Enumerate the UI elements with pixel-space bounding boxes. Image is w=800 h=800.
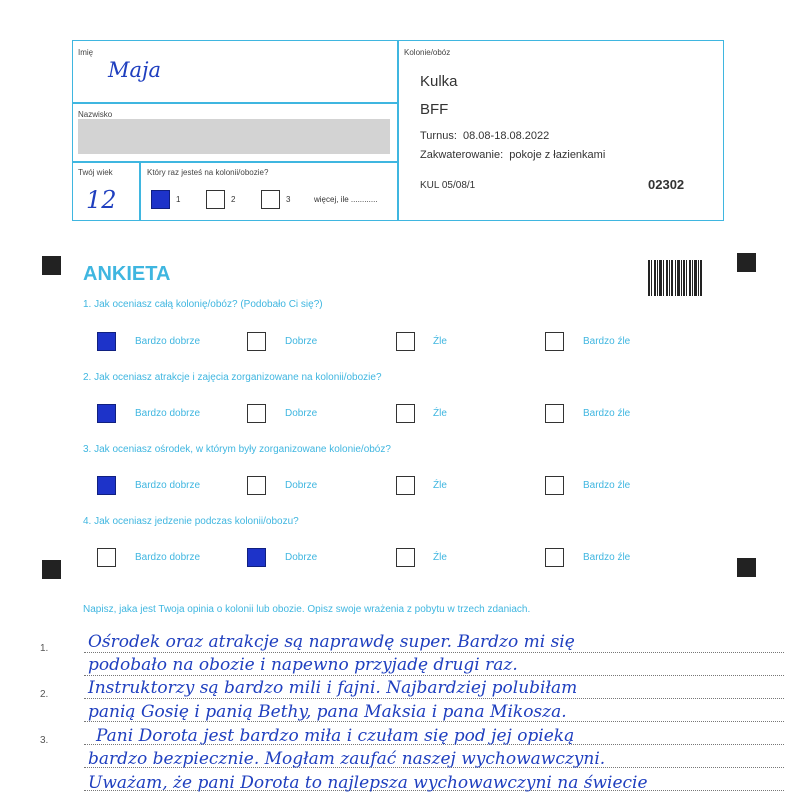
q1-checkbox-bad[interactable] — [396, 332, 415, 351]
q3-checkbox-very-good[interactable] — [97, 476, 116, 495]
question-2-text: 2. Jak oceniasz atrakcje i zajęcia zorganizowane na kolonii/obozie? — [83, 372, 382, 383]
line-number-1: 1. — [40, 643, 49, 654]
line-number-2: 2. — [40, 689, 49, 700]
handwritten-line-1: Ośrodek oraz atrakcje są naprawdę super. Bardzo mi się — [88, 632, 575, 652]
q4-option-good: Dobrze — [285, 552, 318, 563]
q1-option-good: Dobrze — [285, 336, 318, 347]
handwritten-line-5: Pani Dorota jest bardzo miła i czułam się pod jej opieką — [96, 726, 575, 746]
code-right: 02302 — [648, 177, 685, 192]
q4-checkbox-bad[interactable] — [396, 548, 415, 567]
q2-option-very-bad: Bardzo źle — [583, 408, 631, 419]
question-4-text: 4. Jak oceniasz jedzenie podczas kolonii/obozu? — [83, 516, 299, 527]
surname-redacted — [78, 119, 390, 154]
times-option-1: 1 — [176, 195, 181, 204]
answer-line-1 — [84, 652, 784, 653]
q4-option-bad: Źle — [433, 552, 447, 563]
age-value: 12 — [86, 186, 117, 214]
opinion-prompt: Napisz, jaka jest Twoja opinia o kolonii lub obozie. Opisz swoje wrażenia z pobytu w trzech zdaniach. — [83, 604, 531, 615]
header-divider-name — [72, 102, 398, 104]
age-label: Twój wiek — [78, 168, 113, 177]
camp-label: Kolonie/obóz — [404, 48, 451, 57]
line-number-3: 3. — [40, 735, 49, 746]
times-more-label: więcej, ile ............ — [314, 195, 378, 204]
q2-checkbox-bad[interactable] — [396, 404, 415, 423]
turnus-row — [420, 130, 549, 142]
handwritten-line-7: Uważam, że pani Dorota to najlepsza wychowawczyni na świecie — [88, 773, 648, 793]
q3-option-bad: Źle — [433, 480, 447, 491]
question-3-text: 3. Jak oceniasz ośrodek, w którym były zorganizowane kolonie/obóz? — [83, 444, 391, 455]
q3-checkbox-good[interactable] — [247, 476, 266, 495]
q1-checkbox-good[interactable] — [247, 332, 266, 351]
surname-label: Nazwisko — [78, 110, 113, 119]
turnus-label: Turnus: — [420, 130, 457, 142]
q4-checkbox-very-good[interactable] — [97, 548, 116, 567]
camp-group: BFF — [420, 101, 449, 118]
accommodation-row — [420, 149, 605, 161]
q2-option-good: Dobrze — [285, 408, 318, 419]
times-checkbox-1[interactable] — [151, 190, 170, 209]
question-1-text: 1. Jak oceniasz całą kolonię/obóz? (Podobało Ci się?) — [83, 299, 323, 310]
q3-option-good: Dobrze — [285, 480, 318, 491]
q2-checkbox-very-bad[interactable] — [545, 404, 564, 423]
answer-line-2 — [84, 675, 784, 676]
q1-option-bad: Źle — [433, 336, 447, 347]
q2-option-very-good: Bardzo dobrze — [135, 408, 201, 419]
barcode — [648, 260, 702, 296]
q2-checkbox-very-good[interactable] — [97, 404, 116, 423]
q4-checkbox-good[interactable] — [247, 548, 266, 567]
q3-option-very-good: Bardzo dobrze — [135, 480, 201, 491]
turnus-value: 08.08-18.08.2022 — [463, 130, 550, 142]
q1-checkbox-very-bad[interactable] — [545, 332, 564, 351]
q4-option-very-good: Bardzo dobrze — [135, 552, 201, 563]
q3-option-very-bad: Bardzo źle — [583, 480, 631, 491]
handwritten-line-3: Instruktorzy są bardzo mili i fajni. Najbardziej polubiłam — [88, 678, 578, 698]
q4-checkbox-very-bad[interactable] — [545, 548, 564, 567]
times-label: Który raz jesteś na kolonii/obozie? — [147, 168, 269, 177]
times-option-2: 2 — [231, 195, 236, 204]
accommodation-label: Zakwaterowanie: — [420, 149, 504, 161]
code-left: KUL 05/08/1 — [420, 180, 476, 191]
header-divider-surname — [72, 161, 398, 163]
name-label: Imię — [78, 48, 94, 57]
accommodation-value: pokoje z łazienkami — [509, 149, 606, 161]
q3-checkbox-very-bad[interactable] — [545, 476, 564, 495]
times-checkbox-3[interactable] — [261, 190, 280, 209]
q3-checkbox-bad[interactable] — [396, 476, 415, 495]
header-divider-age — [139, 161, 141, 221]
survey-title: ANKIETA — [83, 263, 171, 285]
q1-option-very-good: Bardzo dobrze — [135, 336, 201, 347]
times-option-3: 3 — [286, 195, 291, 204]
handwritten-line-4: panią Gosię i panią Bethy, pana Maksia i pana Mikosza. — [88, 702, 567, 722]
registration-marker-bottom-left — [42, 560, 61, 579]
name-value: Maja — [108, 58, 162, 82]
handwritten-line-6: bardzo bezpiecznie. Mogłam zaufać naszej wychowawczyni. — [88, 749, 606, 769]
q1-option-very-bad: Bardzo źle — [583, 336, 631, 347]
times-checkbox-2[interactable] — [206, 190, 225, 209]
camp-name: Kulka — [420, 73, 458, 90]
registration-marker-top-left — [42, 256, 61, 275]
handwritten-line-2: podobało na obozie i napewno przyjadę drugi raz. — [88, 655, 518, 675]
header-divider-vertical — [397, 40, 399, 221]
q2-option-bad: Źle — [433, 408, 447, 419]
q2-checkbox-good[interactable] — [247, 404, 266, 423]
answer-line-3 — [84, 698, 784, 699]
q1-checkbox-very-good[interactable] — [97, 332, 116, 351]
q4-option-very-bad: Bardzo źle — [583, 552, 631, 563]
registration-marker-top-right — [737, 253, 756, 272]
registration-marker-bottom-right — [737, 558, 756, 577]
